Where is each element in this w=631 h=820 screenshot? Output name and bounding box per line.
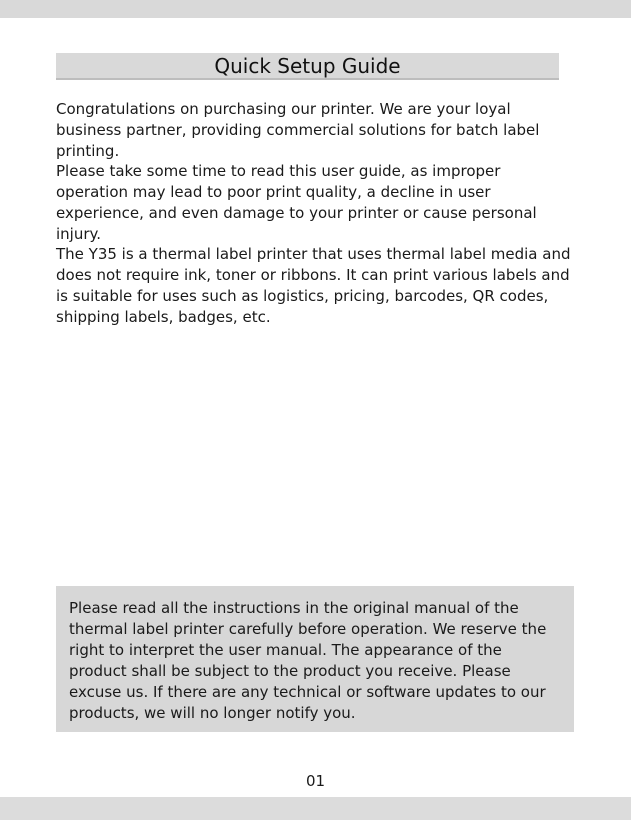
title-bar [56,53,559,80]
notice-box [56,586,574,732]
page-title: Quick Setup Guide [214,54,401,78]
bottom-margin-band [0,797,631,820]
page-number: 01 [305,772,326,790]
caution-paragraph: Please take some time to read this user guide, as improper operation may lead to poor print quality, a decline in user experience, and even damage to your printer or cause personal injury. [56,162,537,243]
product-description-paragraph: The Y35 is a thermal label printer that uses thermal label media and does not require ink, toner or ribbons. It can print various labels and is suitable for uses such as logistics, pricing, barcodes, QR codes, shipping labels, badges, etc. [56,245,571,326]
intro-paragraph: Congratulations on purchasing our printer. We are your loyal business partner, providing commercial solutions for batch label printing. [56,100,540,160]
notice-text: Please read all the instructions in the original manual of the thermal label printer carefully before operation. We reserve the right to interpret the user manual. The appearance of the product shall be subject to the product you receive. Please excuse us. If there are any technical or software updates to our products, we will no longer notify you. [69,599,547,722]
top-margin-band [0,0,631,18]
